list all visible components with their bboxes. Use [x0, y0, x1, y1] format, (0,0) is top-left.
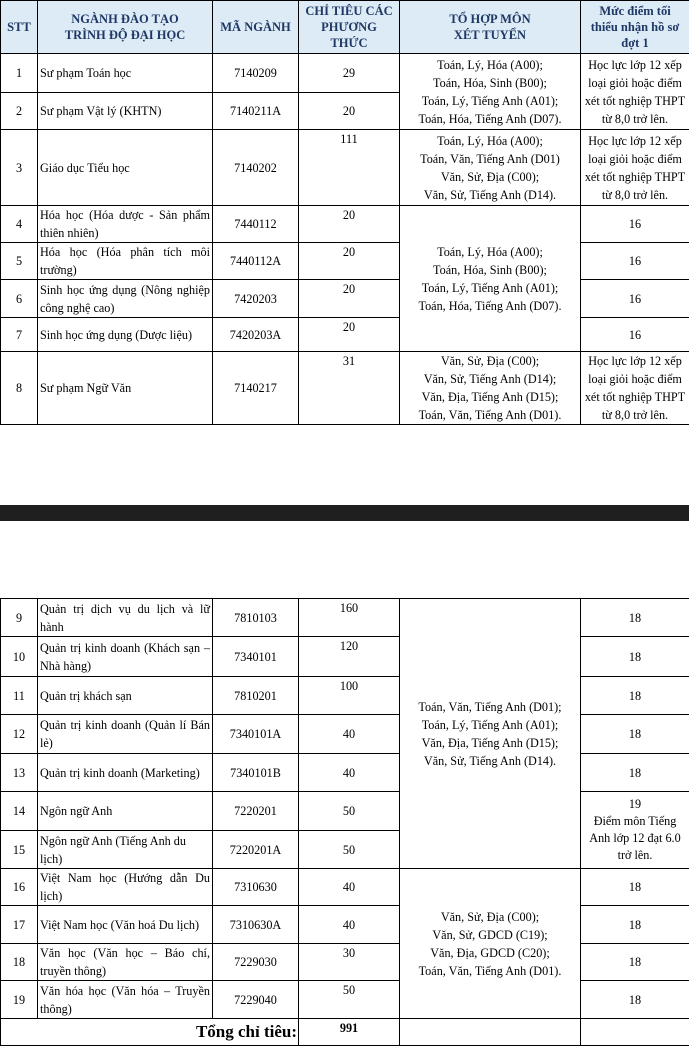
header-subject-combos: TỔ HỢP MÔN XÉT TUYỂN: [400, 1, 581, 54]
row-stt: 13: [1, 754, 38, 792]
row-min-score: Học lực lớp 12 xếp loại giỏi hoặc điểm xét tốt nghiệp THPT từ 8,0 trở lên.: [581, 54, 689, 130]
row-code: 7310630A: [213, 906, 299, 944]
row-stt: 1: [1, 54, 38, 93]
row-min-score: 18: [581, 754, 689, 792]
row-stt: 14: [1, 792, 38, 831]
row-min-score: Học lực lớp 12 xếp loại giỏi hoặc điểm xét tốt nghiệp THPT từ 8,0 trở lên.: [581, 130, 689, 206]
row-quota: 100: [299, 677, 400, 715]
row-code: 7420203A: [213, 318, 299, 352]
header-quota: CHỈ TIÊU CÁC PHƯƠNG THỨC: [299, 1, 400, 54]
total-row: [1, 1019, 689, 1046]
row-quota: 40: [299, 869, 400, 906]
row-stt: 19: [1, 981, 38, 1019]
row-code: 7340101A: [213, 715, 299, 754]
row-code: 7229040: [213, 981, 299, 1019]
row-stt: 3: [1, 130, 38, 206]
row-program: Sư phạm Vật lý (KHTN): [38, 93, 213, 130]
row-quota: 111: [299, 130, 400, 206]
row-min-score: 18: [581, 906, 689, 944]
row-code: 7310630: [213, 869, 299, 906]
row-combos: Văn, Sử, Địa (C00); Văn, Sử, GDCD (C19); Văn, Địa, GDCD (C20); Toán, Văn, Tiếng Anh (D01).: [400, 869, 581, 1019]
table-row: [1, 637, 689, 677]
row-code: 7810103: [213, 599, 299, 637]
row-stt: 2: [1, 93, 38, 130]
row-stt: 17: [1, 906, 38, 944]
section-divider-bar: [0, 505, 689, 521]
row-stt: 16: [1, 869, 38, 906]
row-min-score: 18: [581, 869, 689, 906]
row-program: Sinh học ứng dụng (Dược liệu): [38, 318, 213, 352]
row-quota: 31: [299, 352, 400, 425]
row-code: 7140217: [213, 352, 299, 425]
row-stt: 12: [1, 715, 38, 754]
row-program: Quản trị khách sạn: [38, 677, 213, 715]
row-code: 7140209: [213, 54, 299, 93]
row-quota: 50: [299, 831, 400, 869]
header-stt: STT: [1, 1, 38, 54]
row-program: Văn hóa học (Văn hóa – Truyền thông): [38, 981, 213, 1019]
total-value: 991: [299, 1019, 400, 1046]
row-code: 7140211A: [213, 93, 299, 130]
row-program: Việt Nam học (Văn hoá Du lịch): [38, 906, 213, 944]
row-program: Quản trị kinh doanh (Quản lí Bán lẻ): [38, 715, 213, 754]
row-program: Sư phạm Ngữ Văn: [38, 352, 213, 425]
row-code: 7420203: [213, 280, 299, 318]
table-row: [1, 869, 689, 906]
table-row: [1, 352, 689, 425]
row-stt: 9: [1, 599, 38, 637]
row-min-score: 18: [581, 599, 689, 637]
table-row: [1, 715, 689, 754]
admission-table-part-2: [0, 598, 689, 1046]
row-min-score-english: 19 Điểm môn Tiếng Anh lớp 12 đạt 6.0 trở lên.: [581, 792, 689, 869]
row-quota: 40: [299, 715, 400, 754]
row-combos: Toán, Lý, Hóa (A00); Toán, Hóa, Sinh (B00); Toán, Lý, Tiếng Anh (A01); Toán, Hóa, Tiếng Anh (D07).: [400, 206, 581, 352]
row-quota: 30: [299, 944, 400, 981]
row-min-score: 16: [581, 318, 689, 352]
total-empty-cell: [581, 1019, 689, 1046]
row-program: Văn học (Văn học – Báo chí, truyền thông): [38, 944, 213, 981]
row-quota: 20: [299, 243, 400, 280]
row-quota: 20: [299, 280, 400, 318]
table-row: [1, 54, 689, 93]
admission-table-part-1: [0, 0, 689, 425]
table-row: [1, 130, 689, 206]
table-row: [1, 599, 689, 637]
table-row: [1, 206, 689, 243]
row-stt: 10: [1, 637, 38, 677]
header-program: NGÀNH ĐÀO TẠO TRÌNH ĐỘ ĐẠI HỌC: [38, 1, 213, 54]
row-min-score: 18: [581, 981, 689, 1019]
row-code: 7810201: [213, 677, 299, 715]
row-min-score: 16: [581, 206, 689, 243]
row-quota: 29: [299, 54, 400, 93]
row-code: 7340101: [213, 637, 299, 677]
table-row: [1, 792, 689, 831]
row-stt: 4: [1, 206, 38, 243]
table-row: [1, 981, 689, 1019]
row-program: Ngôn ngữ Anh (Tiếng Anh du lịch): [38, 831, 213, 869]
row-quota: 40: [299, 906, 400, 944]
row-code: 7340101B: [213, 754, 299, 792]
row-program: Quản trị kinh doanh (Marketing): [38, 754, 213, 792]
row-min-score: 16: [581, 280, 689, 318]
header-min-score: Mức điểm tối thiểu nhận hồ sơ đợt 1: [581, 1, 689, 54]
row-stt: 8: [1, 352, 38, 425]
row-min-score: 18: [581, 715, 689, 754]
row-quota: 50: [299, 981, 400, 1019]
row-quota: 20: [299, 93, 400, 130]
row-quota: 40: [299, 754, 400, 792]
table-row: [1, 677, 689, 715]
row-combos: Toán, Lý, Hóa (A00); Toán, Văn, Tiếng Anh (D01) Văn, Sử, Địa (C00); Văn, Sử, Tiếng Anh (D14).: [400, 130, 581, 206]
table-row: [1, 280, 689, 318]
row-min-score: 16: [581, 243, 689, 280]
row-stt: 11: [1, 677, 38, 715]
row-stt: 5: [1, 243, 38, 280]
table-row: [1, 243, 689, 280]
row-stt: 7: [1, 318, 38, 352]
row-code: 7440112A: [213, 243, 299, 280]
table-row: [1, 906, 689, 944]
row-program: Hóa học (Hóa phân tích môi trường): [38, 243, 213, 280]
row-quota: 160: [299, 599, 400, 637]
row-min-score: 18: [581, 677, 689, 715]
row-program: Quản trị dịch vụ du lịch và lữ hành: [38, 599, 213, 637]
row-combos: Văn, Sử, Địa (C00); Văn, Sử, Tiếng Anh (D14); Văn, Địa, Tiếng Anh (D15); Toán, Văn, Tiếng Anh (D01).: [400, 352, 581, 425]
row-code: 7220201: [213, 792, 299, 831]
row-program: Giáo dục Tiểu học: [38, 130, 213, 206]
row-program: Hóa học (Hóa dược - Sản phẩm thiên nhiên): [38, 206, 213, 243]
table-row: [1, 944, 689, 981]
row-stt: 15: [1, 831, 38, 869]
row-stt: 6: [1, 280, 38, 318]
row-program: Sư phạm Toán học: [38, 54, 213, 93]
row-min-score: 18: [581, 637, 689, 677]
row-min-score: 18: [581, 944, 689, 981]
row-quota: 20: [299, 206, 400, 243]
row-stt: 18: [1, 944, 38, 981]
row-combos: Toán, Lý, Hóa (A00); Toán, Hóa, Sinh (B00); Toán, Lý, Tiếng Anh (A01); Toán, Hóa, Tiếng Anh (D07).: [400, 54, 581, 130]
row-combos: Toán, Văn, Tiếng Anh (D01); Toán, Lý, Tiếng Anh (A01); Văn, Địa, Tiếng Anh (D15); Văn, Sử, Tiếng Anh (D14).: [400, 599, 581, 869]
row-program: Việt Nam học (Hướng dẫn Du lịch): [38, 869, 213, 906]
row-min-score: Học lực lớp 12 xếp loại giỏi hoặc điểm xét tốt nghiệp THPT từ 8,0 trở lên.: [581, 352, 689, 425]
row-quota: 20: [299, 318, 400, 352]
table-row: [1, 754, 689, 792]
row-code: 7229030: [213, 944, 299, 981]
table-row: [1, 318, 689, 352]
row-quota: 50: [299, 792, 400, 831]
header-code: MÃ NGÀNH: [213, 1, 299, 54]
row-code: 7220201A: [213, 831, 299, 869]
row-code: 7440112: [213, 206, 299, 243]
total-label: Tổng chỉ tiêu:: [1, 1019, 299, 1046]
row-quota: 120: [299, 637, 400, 677]
row-code: 7140202: [213, 130, 299, 206]
row-program: Sinh học ứng dụng (Nông nghiệp công nghệ cao): [38, 280, 213, 318]
total-empty-cell: [400, 1019, 581, 1046]
row-program: Quản trị kinh doanh (Khách sạn – Nhà hàng): [38, 637, 213, 677]
row-program: Ngôn ngữ Anh: [38, 792, 213, 831]
